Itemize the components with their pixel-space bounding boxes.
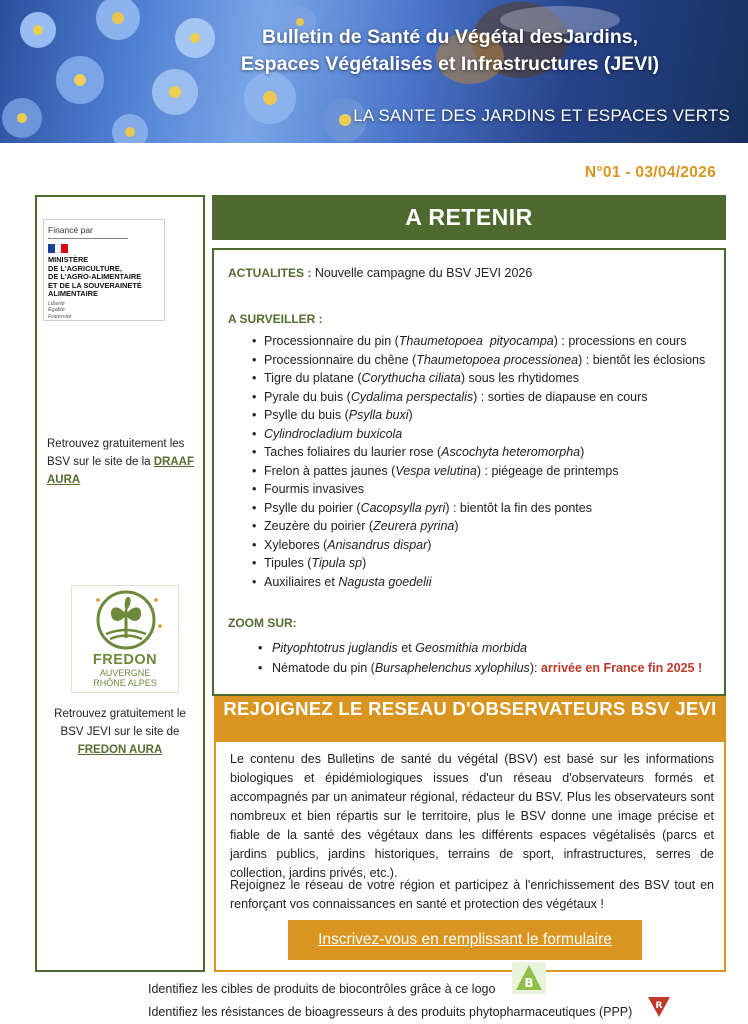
surveiller-item: • Tipules (Tipula sp) (252, 554, 705, 573)
sidebar (35, 195, 205, 972)
draaf-link[interactable]: DRAAF AURA (47, 456, 194, 486)
ministry-logo: Financé par MINISTÈRE DE L'AGRICULTURE, DE L'AGRO-ALIMENTAIRE ET DE LA SOUVERAINETÉ ALIMENTAIRE Liberté Égalité Fraternité (43, 219, 165, 321)
zoom-item: • Pityophtotrus juglandis et Geosmithia morbida (258, 638, 702, 658)
join-paragraph: Rejoignez le réseau de votre région et participez à l'enrichissement des BSV tout en renforçant vos connaissances en santé et protection des végétaux ! (230, 878, 714, 911)
surveiller-item: • Fourmis invasives (252, 480, 705, 499)
actualites-line: ACTUALITES : Nouvelle campagne du BSV JEVI 2026 (228, 266, 533, 280)
fredon-text: Retrouvez gratuitement le BSV JEVI sur le site de FREDON AURA (45, 705, 195, 759)
surveiller-item: • Zeuzère du poirier (Zeurera pyrina) (252, 517, 705, 536)
fredon-logo: FREDON AUVERGNE RHÔNE ALPES (71, 585, 179, 693)
a-retenir-heading: A RETENIR (212, 195, 726, 240)
svg-text:B: B (524, 976, 534, 990)
resistance-note: Identifiez les résistances de bioagresseurs à des produits phytopharmaceutiques (PPP) (148, 1005, 633, 1019)
signup-form-button[interactable]: Inscrivez-vous en remplissant le formulaire (288, 920, 642, 960)
fredon-link[interactable]: FREDON AURA (77, 744, 163, 756)
surveiller-item: • Frelon à pattes jaunes (Vespa velutina) : piégeage de printemps (252, 462, 705, 481)
zoom-sur-label: ZOOM SUR: (228, 616, 297, 630)
biocontrol-badge-icon (512, 962, 546, 994)
bulletin-subtitle: LA SANTE DES JARDINS ET ESPACES VERTS (353, 106, 730, 125)
draaf-text: Retrouvez gratuitement les BSV sur le site de la DRAAF AURA (47, 438, 194, 486)
surveiller-item: • Taches foliaires du laurier rose (Ascochyta heteromorpha) (252, 443, 705, 462)
surveiller-item: • Auxiliaires et Nagusta goedelii (252, 573, 705, 592)
surveiller-item: • Psylle du poirier (Cacopsylla pyri) : bientôt la fin des pontes (252, 499, 705, 518)
zoom-list (258, 638, 702, 678)
svg-text:R: R (655, 1001, 663, 1011)
surveiller-item: • Psylle du buis (Psylla buxi) (252, 406, 705, 425)
french-flag-icon (48, 244, 68, 253)
surveiller-item: • Processionnaire du chêne (Thaumetopoea processionea) : bientôt les éclosions (252, 351, 705, 370)
surveiller-item: • Tigre du platane (Corythucha ciliata) sous les rhytidomes (252, 369, 705, 388)
biocontrol-note: Identifiez les cibles de produits de biocontrôles grâce à ce logo (148, 982, 496, 996)
header-banner (0, 0, 748, 143)
surveiller-item: • Processionnaire du pin (Thaumetopoea pityocampa) : processions en cours (252, 332, 705, 351)
resistance-badge-icon (646, 995, 672, 1019)
rejoignez-heading: REJOIGNEZ LE RESEAU D'OBSERVATEURS BSV JEVI (214, 696, 726, 742)
join-paragraph: Le contenu des Bulletins de santé du végétal (BSV) est basé sur les informations biologiques et épidémiologiques issues d'un réseau d'observateurs formés et accompagnés par un animateur régional, rédacteur du BSV. Plus les observateurs sont nombreux et bien répartis sur le territoire, plus le BSV donne une image précise et fiable de la santé des végétaux dans les différents espaces végétalisés (parcs et jardins publics, jardins historiques, terrains de sport, infrastructures, serres de collection, jardins privés, etc.). (230, 752, 714, 880)
surveiller-item: • Cylindrocladium buxicola (252, 425, 705, 444)
surveiller-item: • Xylebores (Anisandrus dispar) (252, 536, 705, 555)
fredon-plant-icon (72, 586, 180, 654)
surveiller-list (252, 332, 705, 591)
a-surveiller-label: A SURVEILLER : (228, 312, 323, 326)
a-retenir-box (212, 248, 726, 696)
issue-number-date: N°01 - 03/04/2026 (584, 164, 716, 181)
surveiller-item: • Pyrale du buis (Cydalima perspectalis) : sorties de diapause en cours (252, 388, 705, 407)
zoom-item: • Nématode du pin (Bursaphelenchus xylophilus): arrivée en France fin 2025 ! (258, 658, 702, 678)
bulletin-title: Bulletin de Santé du Végétal desJardins, Espaces Végétalisés et Infrastructures (JEVI) (240, 26, 660, 75)
rejoignez-box (214, 742, 726, 972)
